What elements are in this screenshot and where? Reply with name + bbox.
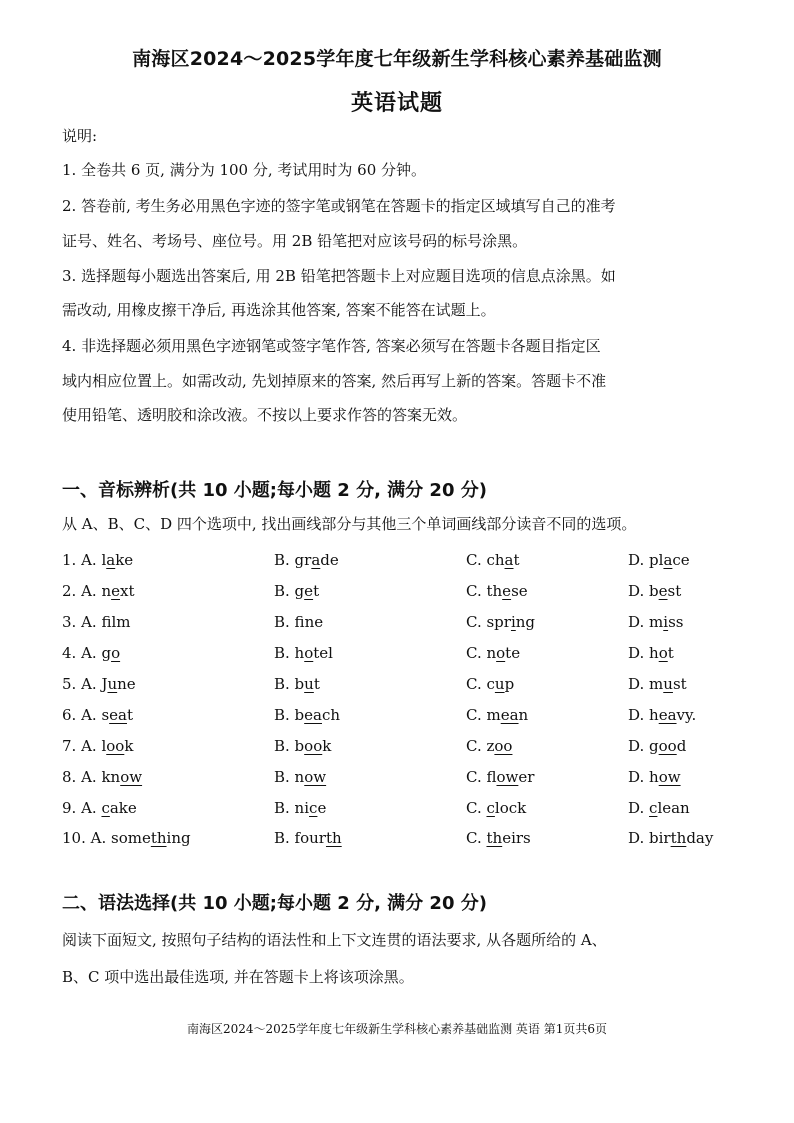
option-b: B. hotel — [274, 644, 333, 662]
option-b: B. nice — [274, 799, 327, 817]
option-b: B. get — [274, 582, 320, 600]
option-d: D. miss — [628, 613, 684, 631]
note-line-6: 4. 非选择题必须用黑色字迹钢笔或签字笔作答, 答案必须写在答题卡各题目指定区 — [62, 337, 601, 355]
option-a: 9. A. cake — [62, 799, 137, 817]
option-d: D. how — [628, 768, 681, 786]
option-b: B. grade — [274, 551, 339, 569]
option-c: C. cup — [466, 675, 515, 693]
question-3 — [62, 613, 742, 637]
section-2-instruction-line-1: 阅读下面短文, 按照句子结构的语法性和上下文连贯的语法要求, 从各题所给的 A、 — [62, 931, 607, 949]
question-1 — [62, 551, 742, 575]
section-1-heading: 一、音标辨析(共 10 小题;每小题 2 分, 满分 20 分) — [62, 480, 487, 501]
option-c: C. flower — [466, 768, 535, 786]
option-a: 7. A. look — [62, 737, 134, 755]
option-d: D. good — [628, 737, 687, 755]
option-d: D. hot — [628, 644, 674, 662]
option-b: B. fne — [274, 613, 324, 631]
option-c: C. chat — [466, 551, 520, 569]
question-9 — [62, 799, 742, 823]
option-c: C. spring — [466, 613, 536, 631]
option-a: 6. A. seat — [62, 706, 134, 724]
note-line-4: 3. 选择题每小题选出答案后, 用 2B 铅笔把答题卡上对应题目选项的信息点涂黑。如 — [62, 267, 616, 285]
option-c: C. these — [466, 582, 528, 600]
option-d: D. heavy. — [628, 706, 697, 724]
question-10 — [62, 829, 742, 853]
question-5 — [62, 675, 742, 699]
note-line-5: 需改动, 用橡皮擦干净后, 再选涂其他答案, 答案不能答在试题上。 — [62, 301, 496, 319]
option-a: 5. A. June — [62, 675, 136, 693]
question-6 — [62, 706, 742, 730]
exam-title: 南海区2024～2025学年度七年级新生学科核心素养基础监测 — [132, 48, 662, 70]
option-d: D. birthday — [628, 829, 714, 847]
option-c: C. zoo — [466, 737, 513, 755]
page-footer: 南海区2024～2025学年度七年级新生学科核心素养基础监测 英语 第1页共6页 — [187, 1022, 607, 1036]
option-d: D. must — [628, 675, 687, 693]
note-line-2: 2. 答卷前, 考生务必用黑色字迹的签字笔或钢笔在答题卡的指定区域填写自己的准考 — [62, 197, 616, 215]
option-c: C. note — [466, 644, 521, 662]
note-line-7: 域内相应位置上。如需改动, 先划掉原来的答案, 然后再写上新的答案。答题卡不准 — [62, 372, 607, 390]
option-c: C. mean — [466, 706, 529, 724]
section-2-heading: 二、语法选择(共 10 小题;每小题 2 分, 满分 20 分) — [62, 893, 487, 914]
option-a: 8. A. know — [62, 768, 143, 786]
option-d: D. clean — [628, 799, 690, 817]
option-b: B. but — [274, 675, 320, 693]
exam-subtitle: 英语试题 — [350, 91, 443, 116]
section-2-instruction-line-2: B、C 项中选出最佳选项, 并在答题卡上将该项涂黑。 — [62, 968, 414, 986]
option-c: C. theirs — [466, 829, 531, 847]
question-4 — [62, 644, 742, 668]
option-a: 4. A. go — [62, 644, 121, 662]
note-line-1: 1. 全卷共 6 页, 满分为 100 分, 考试用时为 60 分钟。 — [62, 161, 427, 179]
question-2 — [62, 582, 742, 606]
option-a: 10. A. something — [62, 829, 191, 847]
option-d: D. best — [628, 582, 682, 600]
option-b: B. now — [274, 768, 327, 786]
option-b: B. fourth — [274, 829, 342, 847]
question-7 — [62, 737, 742, 761]
note-line-3: 证号、姓名、考场号、座位号。用 2B 铅笔把对应该号码的标号涂黑。 — [62, 232, 528, 250]
notes-label: 说明: — [62, 127, 98, 145]
section-1-instruction: 从 A、B、C、D 四个选项中, 找出画线部分与其他三个单词画线部分读音不同的选项。 — [62, 515, 637, 533]
question-8 — [62, 768, 742, 792]
option-a: 1. A. lake — [62, 551, 134, 569]
option-c: C. clock — [466, 799, 527, 817]
note-line-8: 使用铅笔、透明胶和涂改液。不按以上要求作答的答案无效。 — [62, 406, 468, 424]
option-b: B. beach — [274, 706, 341, 724]
option-a: 2. A. next — [62, 582, 135, 600]
option-b: B. book — [274, 737, 332, 755]
option-d: D. place — [628, 551, 690, 569]
option-a: 3. A. flm — [62, 613, 131, 631]
